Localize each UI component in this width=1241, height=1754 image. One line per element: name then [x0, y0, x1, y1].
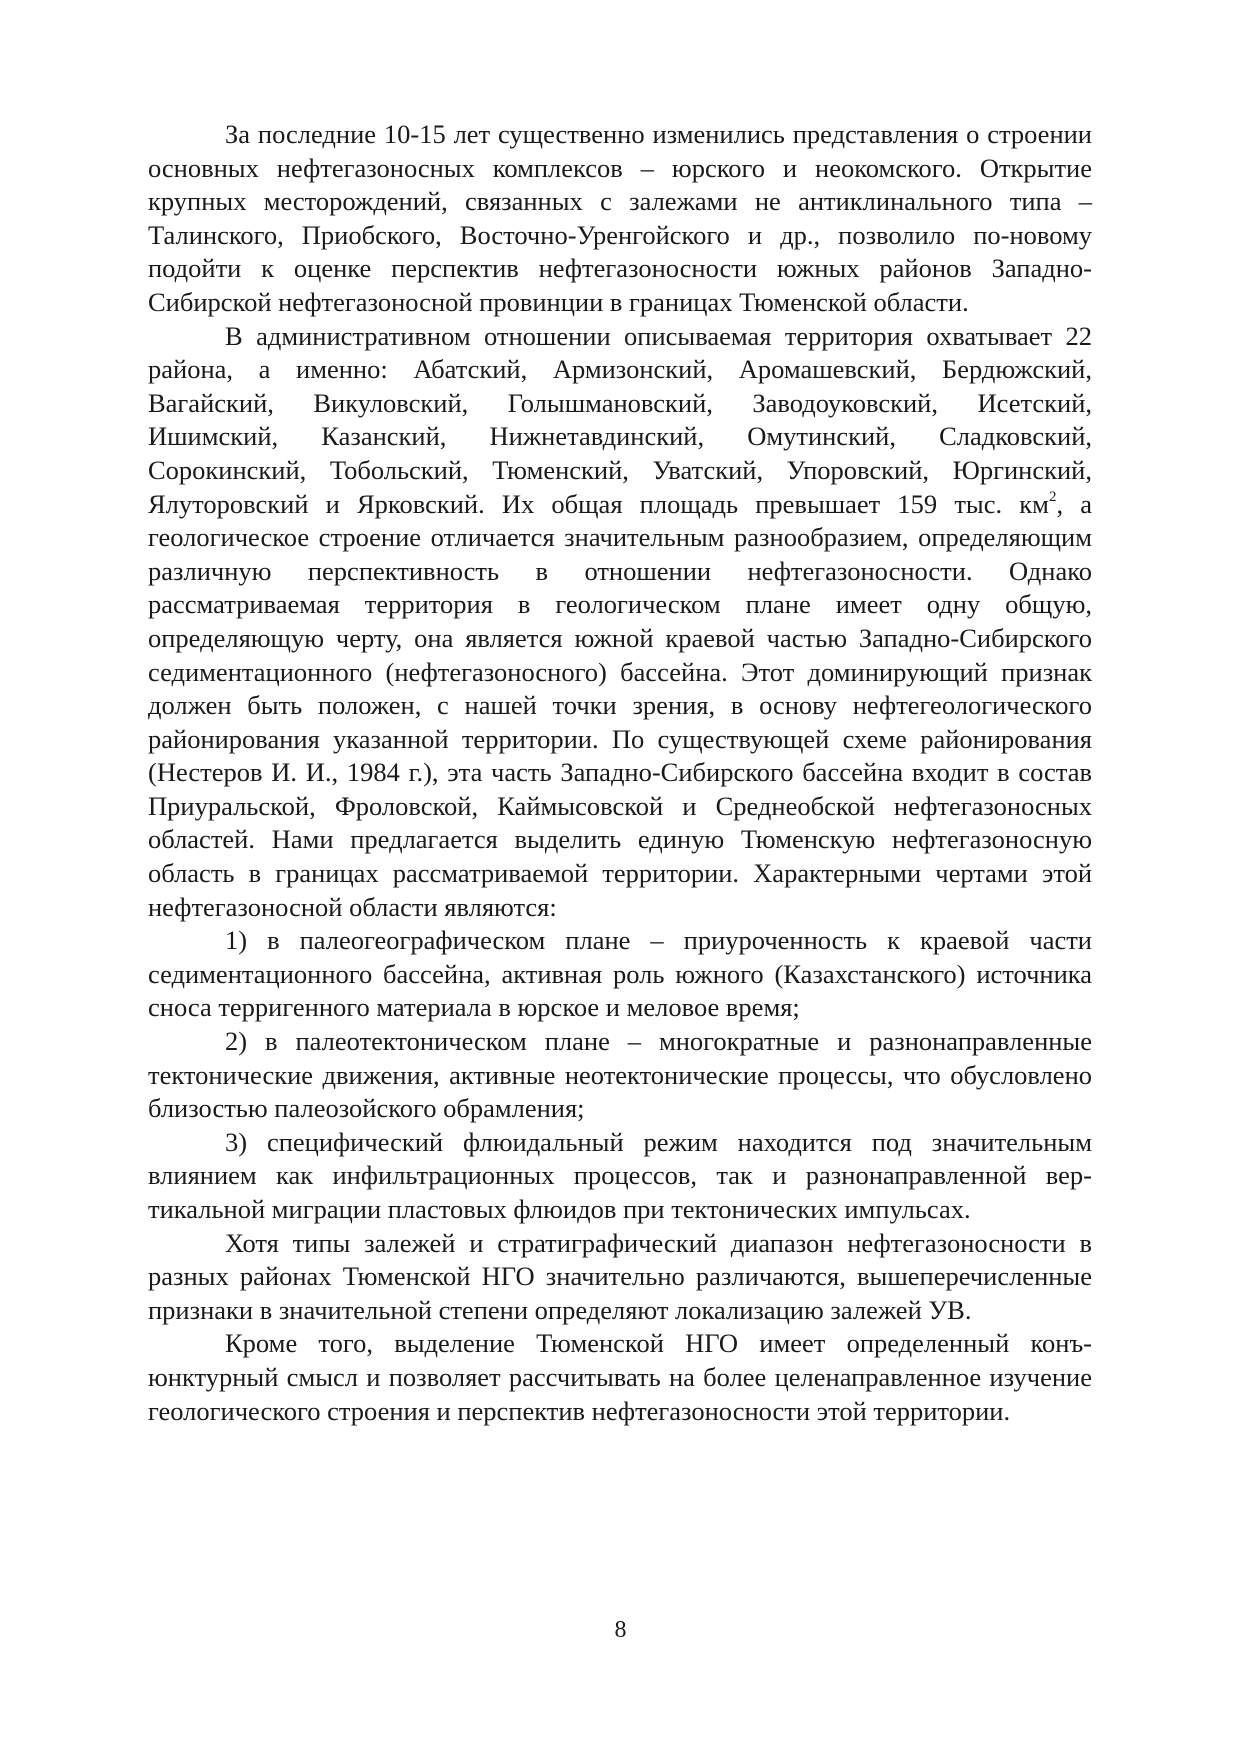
list-item-fluid-regime: 3) специфический флюидальный режим находится под значительным влиянием как инфильтрационных процессов, так и разнонаправленной вертикальной миграции пластовых флюидов при тектонических импульсах. [148, 1126, 1092, 1224]
paragraph-intro: За последние 10-15 лет существенно изменились представления о строении основных нефтегазоносных комплексов – юрского и неокомского. Открытие крупных месторождений, связанных с залежами не антиклинального типа – Талинского, Приобского, Восточно-Уренгойского и др., позволило по-новому подойти к оценке перспектив нефтегазоносности южных районов Западно-Сибирской нефтегазоносной провинции в границах Тюменской области. [148, 119, 1092, 317]
paragraph-deposit-types: Хотя типы залежей и стратиграфический диапазон нефтегазоносности в разных районах Тюменской НГО значительно различаются, вышеперечисленные признаки в значительной степени определяют локализацию залежей УВ. [148, 1227, 1092, 1325]
paragraph-administrative-part2: , а геологическое строение отличается значительным разнообразием, определяющим различную перспективность в отношении нефтегазоносности. Однако рассматриваемая территория в геологическом плане имеет одну общую, определяющую черту, она является южной краевой частью Западно-Сибирского седиментационного (нефтегазоносного) бассейна. Этот доминирующий признак должен быть положен, с нашей точки зрения, в основу нефтегеологического районирования указанной территории. По существующей схеме районирования (Нестеров И. И., 1984 г.), эта часть Западно-Сибирского бассейна входит в состав Приуральской, Фроловской, Каймысовской и Среднеобской нефтегазоносных областей. Нами предлагается выделить единую Тюменскую нефтегазоносную область в границах рассматриваемой территории. Характерными чертами этой нефтегазоносной области являются: [148, 488, 1092, 922]
superscript-square: 2 [1048, 488, 1057, 505]
paragraph-administrative [148, 320, 1092, 925]
list-item-paleogeographic: 1) в палеогеографическом плане – приуроченность к краевой части седиментационного бассейна, активная роль южного (Казахстанского) источника сноса терригенного материала в юрское и меловое время; [148, 925, 1092, 1023]
paragraph-conclusion: Кроме того, выделение Тюменской НГО имеет определенный конъюнктурный смысл и позволяет рассчитывать на более целенаправленное изучение геологического строения и перспектив нефтегазоносности этой территории. [148, 1328, 1092, 1426]
page-number: 8 [614, 1617, 627, 1643]
list-item-paleotectonic: 2) в палеотектоническом плане – многократные и разнонаправленные тектонические движения, активные неотектонические процессы, что обусловлено близостью палеозойского обрамления; [148, 1026, 1092, 1124]
page-body [148, 118, 1092, 1428]
paragraph-administrative-part1: В административном отношении описываемая территория охватывает 22 района, а именно: Абатский, Армизонский, Аромашевский, Бердюжский, Вагайский, Викуловский, Голышмановский, Заводоуковский, Исетский, Ишимский, Казанский, Нижнетавдинский, Омутинский, Сладковский, Сорокинский, Тобольский, Тюменский, Уватский, Упоровский, Юргинский, Ялуторовский и Ярковский. Их общая площадь превышает 159 тыс. км [148, 320, 1092, 519]
